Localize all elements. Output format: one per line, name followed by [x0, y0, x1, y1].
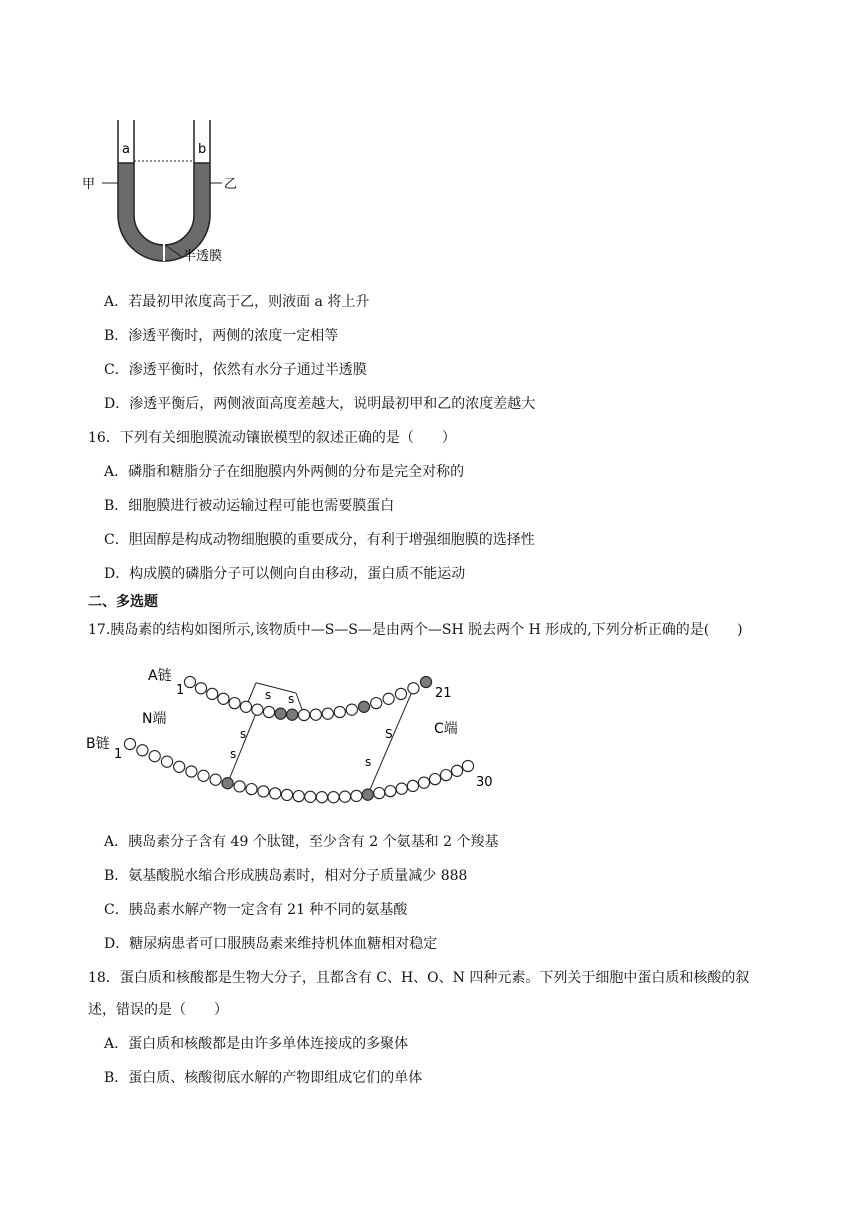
b-chain-bead [198, 770, 209, 781]
a-chain-bead [195, 683, 206, 694]
a-chain-bead [395, 688, 406, 699]
label-a: a [122, 142, 130, 157]
q18-stem-line2: 述，错误的是（ ） [88, 1002, 228, 1018]
b-chain-bead [210, 774, 221, 785]
a-chain-bead [263, 706, 274, 717]
q18-option-b: B．蛋白质、核酸彻底水解的产物即组成它们的单体 [104, 1070, 423, 1086]
b-chain-bead [316, 792, 327, 803]
q15-option-d: D．渗透平衡后，两侧液面高度差越大，说明最初甲和乙的浓度差越大 [104, 396, 536, 412]
a-chain-bead [322, 708, 333, 719]
label-membrane: 半透膜 [183, 249, 223, 264]
b-chain-bead [258, 786, 269, 797]
a-chain-bead [252, 704, 263, 715]
b-chain-bead [328, 792, 339, 803]
section-title: 二、多选题 [88, 594, 158, 610]
label-b-end: 30 [476, 775, 493, 790]
b-chain-bead [407, 780, 418, 791]
b-chain-bead [161, 756, 172, 767]
a-chain-bead [346, 704, 357, 715]
label-jia: 甲 [82, 177, 96, 192]
s-label-intra-2: s [288, 692, 295, 706]
b-chain-bead [149, 751, 160, 762]
q16-option-a: A．磷脂和糖脂分子在细胞膜内外两侧的分布是完全对称的 [104, 464, 465, 480]
a-chain-bead [229, 698, 240, 709]
s-label-inter1-1: s [240, 727, 247, 741]
q16-option-c: C．胆固醇是构成动物细胞膜的重要成分，有利于增强细胞膜的选择性 [104, 532, 535, 548]
b-chain-bead [281, 789, 292, 800]
label-yi: 乙 [224, 177, 238, 192]
q15-option-a: A．若最初甲浓度高于乙，则液面 a 将上升 [104, 294, 370, 310]
a-chain-bead [358, 701, 369, 712]
s-label-inter2-2: s [365, 755, 372, 769]
u-tube-figure [80, 115, 280, 270]
label-b: b [198, 142, 207, 157]
q15-option-c: C．渗透平衡时，依然有水分子通过半透膜 [104, 362, 367, 378]
label-b-chain: B链 [86, 736, 110, 752]
b-chain-bead [293, 791, 304, 802]
label-c-end: C端 [434, 721, 458, 737]
q18-option-a: A．蛋白质和核酸都是由许多单体连接成的多聚体 [104, 1036, 409, 1052]
b-chain-bead [452, 765, 463, 776]
b-chain-bead [396, 783, 407, 794]
b-chain-bead [362, 789, 373, 800]
s-label-inter1-2: s [230, 747, 237, 761]
b-chain-bead [174, 761, 185, 772]
a-chain-bead [298, 709, 309, 720]
label-a-start: 1 [176, 683, 185, 698]
a-chain-bead [184, 676, 195, 687]
b-chain-bead [234, 781, 245, 792]
b-chain-bead [339, 791, 350, 802]
a-chain-bead [408, 683, 419, 694]
b-chain-bead [385, 786, 396, 797]
a-chain-bead [275, 708, 286, 719]
b-chain-bead [441, 770, 452, 781]
b-chain-bead [270, 788, 281, 799]
q17-stem: 17.胰岛素的结构如图所示,该物质中—S—S—是由两个—SH 脱去两个 H 形成的,下列分析正确的是( ) [88, 622, 743, 638]
insulin-structure-figure [80, 658, 520, 818]
b-chain-bead [351, 790, 362, 801]
q16-stem: 16．下列有关细胞膜流动镶嵌模型的叙述正确的是（ ） [88, 430, 456, 446]
q17-option-a: A．胰岛素分子含有 49 个肽键，至少含有 2 个氨基和 2 个羧基 [104, 834, 499, 850]
b-chain-bead [305, 791, 316, 802]
b-chain-bead [124, 738, 135, 749]
a-chain-bead [287, 709, 298, 720]
s-label-intra-1: s [265, 688, 272, 702]
a-chain-bead [310, 709, 321, 720]
b-chain-bead [462, 760, 473, 771]
a-chain-bead [218, 693, 229, 704]
b-chain-bead [137, 745, 148, 756]
q17-option-b: B．氨基酸脱水缩合形成胰岛素时，相对分子质量减少 888 [104, 868, 468, 884]
label-a-end: 21 [435, 686, 452, 701]
label-n-end: N端 [142, 711, 167, 727]
a-chain-bead [240, 701, 251, 712]
q16-option-b: B．细胞膜进行被动运输过程可能也需要膜蛋白 [104, 498, 395, 514]
b-chain-bead [418, 777, 429, 788]
a-chain-bead [383, 693, 394, 704]
b-chain-bead [430, 774, 441, 785]
a-chain-bead [371, 698, 382, 709]
label-b-start: 1 [114, 747, 123, 762]
a-chain-bead [334, 706, 345, 717]
q18-stem-line1: 18．蛋白质和核酸都是生物大分子，且都含有 C、H、O、N 四种元素。下列关于细胞中蛋白质和核酸的叙 [88, 970, 750, 986]
q15-option-b: B．渗透平衡时，两侧的浓度一定相等 [104, 328, 339, 344]
b-chain-bead [186, 766, 197, 777]
b-chain-bead [246, 784, 257, 795]
b-chain-bead [374, 788, 385, 799]
s-label-inter2-1: S [385, 727, 393, 741]
q17-option-c: C．胰岛素水解产物一定含有 21 种不同的氨基酸 [104, 902, 408, 918]
b-chain-bead [222, 778, 233, 789]
label-a-chain: A链 [148, 668, 172, 684]
q17-option-d: D．糖尿病患者可口服胰岛素来维持机体血糖相对稳定 [104, 936, 438, 952]
q16-option-d: D．构成膜的磷脂分子可以侧向自由移动，蛋白质不能运动 [104, 566, 466, 582]
a-chain-bead [420, 676, 431, 687]
a-chain-bead [207, 688, 218, 699]
